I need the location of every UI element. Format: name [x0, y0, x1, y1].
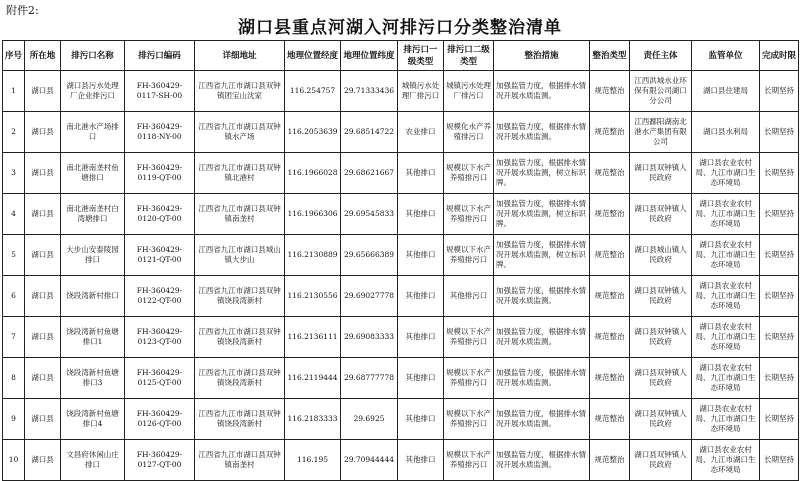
cell-deadline: 长期坚持: [760, 194, 799, 235]
cell-outlet-name: 南北港南垄村白湾塘排口: [61, 194, 125, 235]
cell-supervisor: 湖口县农业农村局、九江市湖口生态环境局: [692, 194, 760, 235]
header-outlet-code: 排污口编码: [125, 41, 195, 71]
table-row: [3, 153, 799, 194]
cell-remediation-type: 规范整治: [590, 71, 630, 112]
cell-longitude: 116.195: [285, 440, 341, 481]
cell-deadline: 长期坚持: [760, 153, 799, 194]
cell-deadline: 长期坚持: [760, 112, 799, 153]
cell-address: 江西省九江市湖口县城山镇大步山: [195, 235, 285, 276]
table-row: [3, 358, 799, 399]
cell-address: 江西省九江市湖口县双钟镇南垄村: [195, 194, 285, 235]
header-responsible-party: 责任主体: [630, 41, 692, 71]
cell-location: 湖口县: [25, 194, 61, 235]
cell-longitude: 116.1966028: [285, 153, 341, 194]
cell-outlet-name: 文昌府休闲山庄排口: [61, 440, 125, 481]
cell-outlet-code: FH-360429-0120-QT-00: [125, 194, 195, 235]
cell-location: 湖口县: [25, 112, 61, 153]
cell-deadline: 长期坚持: [760, 71, 799, 112]
cell-measures: 加强监管力度，根据排水情况开展水质监测。: [494, 276, 590, 317]
table-row: [3, 71, 799, 112]
cell-remediation-type: 规范整治: [590, 153, 630, 194]
cell-latitude: 29.68514722: [341, 112, 398, 153]
cell-deadline: 长期坚持: [760, 399, 799, 440]
cell-measures: 加强监管力度，根据排水情况开展水质监测，树立标识牌。: [494, 194, 590, 235]
cell-responsible-party: 湖口县双钟镇人民政府: [630, 399, 692, 440]
cell-secondary-type: 规模以下水产养殖排污口: [444, 235, 494, 276]
cell-measures: 加强监管力度，根据排水情况开展水质监测。: [494, 399, 590, 440]
attachment-label: 附件2:: [6, 4, 39, 17]
cell-deadline: 长期坚持: [760, 276, 799, 317]
cell-measures: 加强监管力度，根据排水情况开展水质监测，树立标识牌。: [494, 153, 590, 194]
cell-outlet-name: 饶段湾新村排口: [61, 276, 125, 317]
cell-location: 湖口县: [25, 71, 61, 112]
cell-location: 湖口县: [25, 440, 61, 481]
cell-deadline: 长期坚持: [760, 235, 799, 276]
header-location: 所在地: [25, 41, 61, 71]
cell-outlet-name: 饶段湾新村鱼塘排口4: [61, 399, 125, 440]
cell-location: 湖口县: [25, 276, 61, 317]
cell-secondary-type: 规模以下水产养殖排污口: [444, 194, 494, 235]
cell-address: 江西省九江市湖口县双钟镇北港村: [195, 153, 285, 194]
cell-measures: 加强监管力度，根据排水情况开展水质监测，树立标识牌。: [494, 235, 590, 276]
cell-latitude: 29.68621667: [341, 153, 398, 194]
cell-address: 江西省九江市湖口县双钟镇饶段湾新村: [195, 276, 285, 317]
cell-longitude: 116.2053639: [285, 112, 341, 153]
header-deadline: 完成时限: [760, 41, 799, 71]
cell-primary-type: 其他排口: [398, 194, 444, 235]
cell-secondary-type: 其他排污口: [444, 276, 494, 317]
cell-primary-type: 其他排口: [398, 358, 444, 399]
cell-primary-type: 其他排口: [398, 276, 444, 317]
cell-outlet-name: 饶段湾新村鱼塘排口1: [61, 317, 125, 358]
cell-supervisor: 湖口县农业农村局、九江市湖口生态环境局: [692, 399, 760, 440]
cell-address: 江西省九江市湖口县双钟镇饶段湾新村: [195, 399, 285, 440]
header-outlet-name: 排污口名称: [61, 41, 125, 71]
cell-index: 6: [3, 276, 25, 317]
cell-longitude: 116.254757: [285, 71, 341, 112]
cell-primary-type: 其他排口: [398, 399, 444, 440]
cell-measures: 加强监管力度，根据排水情况开展水质监测。: [494, 440, 590, 481]
cell-primary-type: 其他排口: [398, 235, 444, 276]
cell-supervisor: 湖口县农业农村局、九江市湖口生态环境局: [692, 153, 760, 194]
pollution-outlet-table: [2, 40, 799, 481]
table-row: [3, 276, 799, 317]
cell-address: 江西省九江市湖口县双钟镇饶段湾新村: [195, 317, 285, 358]
cell-secondary-type: 规模化水产养殖排污口: [444, 112, 494, 153]
cell-responsible-party: 江西鄱阳湖南北港水产集团有限公司: [630, 112, 692, 153]
cell-outlet-name: 湖口县污水处理厂企业排污口: [61, 71, 125, 112]
cell-longitude: 116.1966306: [285, 194, 341, 235]
table-row: [3, 317, 799, 358]
cell-index: 3: [3, 153, 25, 194]
cell-outlet-name: 饶段湾新村鱼塘排口3: [61, 358, 125, 399]
cell-responsible-party: 湖口县双钟镇人民政府: [630, 276, 692, 317]
header-remediation-type: 整治类型: [590, 41, 630, 71]
cell-measures: 加强监管力度，根据排水情况开展水质监测。: [494, 112, 590, 153]
table-row: [3, 194, 799, 235]
cell-index: 1: [3, 71, 25, 112]
cell-latitude: 29.6925: [341, 399, 398, 440]
cell-location: 湖口县: [25, 153, 61, 194]
cell-remediation-type: 规范整治: [590, 112, 630, 153]
cell-supervisor: 湖口县农业农村局、九江市湖口生态环境局: [692, 358, 760, 399]
cell-deadline: 长期坚持: [760, 358, 799, 399]
cell-secondary-type: 城镇污水处理厂排污口: [444, 71, 494, 112]
cell-longitude: 116.2119444: [285, 358, 341, 399]
header-supervisor: 监管单位: [692, 41, 760, 71]
cell-latitude: 29.71333436: [341, 71, 398, 112]
cell-responsible-party: 江西洪城水业环保有限公司湖口分公司: [630, 71, 692, 112]
cell-index: 10: [3, 440, 25, 481]
cell-remediation-type: 规范整治: [590, 399, 630, 440]
header-measures: 整治措施: [494, 41, 590, 71]
cell-outlet-code: FH-360429-0125-QT-00: [125, 358, 195, 399]
cell-longitude: 116.2183333: [285, 399, 341, 440]
table-row: [3, 440, 799, 481]
cell-outlet-code: FH-360429-0118-NY-00: [125, 112, 195, 153]
cell-location: 湖口县: [25, 358, 61, 399]
cell-supervisor: 湖口县农业农村局、九江市湖口生态环境局: [692, 276, 760, 317]
cell-responsible-party: 湖口县双钟镇人民政府: [630, 358, 692, 399]
cell-secondary-type: 规模以下水产养殖排污口: [444, 317, 494, 358]
cell-address: 江西省九江市湖口县双钟镇南垄村: [195, 440, 285, 481]
cell-index: 2: [3, 112, 25, 153]
cell-location: 湖口县: [25, 399, 61, 440]
cell-outlet-name: 大步山安泰陵园排口: [61, 235, 125, 276]
cell-primary-type: 其他排口: [398, 153, 444, 194]
cell-primary-type: 其他排口: [398, 440, 444, 481]
header-longitude: 地理位置经度: [285, 41, 341, 71]
cell-longitude: 116.2136111: [285, 317, 341, 358]
cell-location: 湖口县: [25, 317, 61, 358]
cell-address: 江西省九江市湖口县双钟镇团宝山沈家: [195, 71, 285, 112]
cell-outlet-code: FH-360429-0117-SH-00: [125, 71, 195, 112]
page-title: 湖口县重点河湖入河排污口分类整治清单: [238, 18, 562, 38]
cell-responsible-party: 湖口县城山镇人民政府: [630, 235, 692, 276]
cell-responsible-party: 湖口县双钟镇人民政府: [630, 153, 692, 194]
table-header-row: [3, 41, 799, 71]
cell-remediation-type: 规范整治: [590, 358, 630, 399]
cell-supervisor: 湖口县农业农村局、九江市湖口生态环境局: [692, 317, 760, 358]
cell-outlet-code: FH-360429-0126-QT-00: [125, 399, 195, 440]
cell-index: 7: [3, 317, 25, 358]
cell-latitude: 29.70944444: [341, 440, 398, 481]
cell-responsible-party: 湖口县双钟镇人民政府: [630, 317, 692, 358]
cell-secondary-type: 规模以下水产养殖排污口: [444, 153, 494, 194]
header-latitude: 地理位置纬度: [341, 41, 398, 71]
table-row: [3, 235, 799, 276]
cell-latitude: 29.69545833: [341, 194, 398, 235]
cell-longitude: 116.2130556: [285, 276, 341, 317]
cell-secondary-type: 规模以下水产养殖排污口: [444, 358, 494, 399]
cell-primary-type: 城镇污水处理厂排污口: [398, 71, 444, 112]
cell-measures: 加强监管力度，根据排水情况开展水质监测。: [494, 358, 590, 399]
cell-deadline: 长期坚持: [760, 440, 799, 481]
cell-address: 江西省九江市湖口县双钟镇水产场: [195, 112, 285, 153]
cell-remediation-type: 规范整治: [590, 235, 630, 276]
cell-latitude: 29.69083333: [341, 317, 398, 358]
cell-primary-type: 农业排口: [398, 112, 444, 153]
cell-outlet-code: FH-360429-0119-QT-00: [125, 153, 195, 194]
cell-outlet-code: FH-360429-0122-QT-00: [125, 276, 195, 317]
cell-remediation-type: 规范整治: [590, 276, 630, 317]
cell-primary-type: 其他排口: [398, 317, 444, 358]
cell-location: 湖口县: [25, 235, 61, 276]
cell-index: 4: [3, 194, 25, 235]
cell-outlet-name: 南北港南垄村鱼塘排口: [61, 153, 125, 194]
cell-index: 8: [3, 358, 25, 399]
table-body: [3, 71, 799, 481]
cell-outlet-code: FH-360429-0127-QT-00: [125, 440, 195, 481]
cell-secondary-type: 规模以下水产养殖排污口: [444, 399, 494, 440]
table-row: [3, 112, 799, 153]
cell-supervisor: 湖口县水利局: [692, 112, 760, 153]
cell-measures: 加强监管力度，根据排水情况开展水质监测。: [494, 317, 590, 358]
cell-latitude: 29.68777778: [341, 358, 398, 399]
header-secondary-type: 排污口二级类型: [444, 41, 494, 71]
table-row: [3, 399, 799, 440]
cell-deadline: 长期坚持: [760, 317, 799, 358]
cell-outlet-name: 南北港水产场排口: [61, 112, 125, 153]
cell-latitude: 29.69027778: [341, 276, 398, 317]
cell-supervisor: 湖口县住建局: [692, 71, 760, 112]
cell-remediation-type: 规范整治: [590, 194, 630, 235]
cell-latitude: 29.65666389: [341, 235, 398, 276]
cell-remediation-type: 规范整治: [590, 317, 630, 358]
cell-address: 江西省九江市湖口县双钟镇饶段湾新村: [195, 358, 285, 399]
cell-measures: 加强监管力度，根据排水情况开展水质监测。: [494, 71, 590, 112]
cell-responsible-party: 湖口县双钟镇人民政府: [630, 194, 692, 235]
cell-responsible-party: 湖口县双钟镇人民政府: [630, 440, 692, 481]
cell-longitude: 116.2130889: [285, 235, 341, 276]
header-index: 序号: [3, 41, 25, 71]
cell-index: 9: [3, 399, 25, 440]
header-address: 详细地址: [195, 41, 285, 71]
cell-remediation-type: 规范整治: [590, 440, 630, 481]
cell-outlet-code: FH-360429-0123-QT-00: [125, 317, 195, 358]
cell-supervisor: 湖口县农业农村局、九江市湖口生态环境局: [692, 440, 760, 481]
cell-index: 5: [3, 235, 25, 276]
header-primary-type: 排污口一级类型: [398, 41, 444, 71]
cell-secondary-type: 规模以下水产养殖排污口: [444, 440, 494, 481]
cell-outlet-code: FH-360429-0121-QT-00: [125, 235, 195, 276]
cell-supervisor: 湖口县农业农村局、九江市湖口生态环境局: [692, 235, 760, 276]
